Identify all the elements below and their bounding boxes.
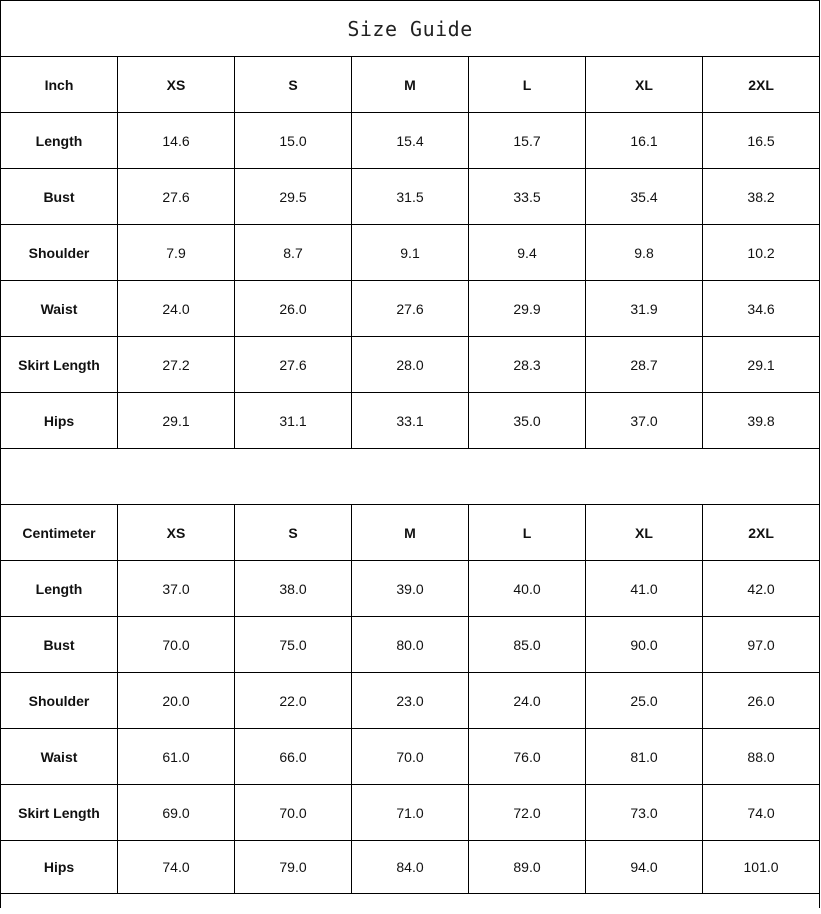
size-header: XS bbox=[118, 505, 235, 561]
table-cell: 90.0 bbox=[586, 617, 703, 673]
table-cell: 39.8 bbox=[703, 393, 820, 449]
table-cell: 71.0 bbox=[352, 785, 469, 841]
table-cell: 31.1 bbox=[235, 393, 352, 449]
size-header: XL bbox=[586, 57, 703, 113]
table-cell: 29.9 bbox=[469, 281, 586, 337]
table-cell: 89.0 bbox=[469, 841, 586, 894]
table-cell: 8.7 bbox=[235, 225, 352, 281]
table-cell: 29.1 bbox=[703, 337, 820, 393]
table-cell: 31.5 bbox=[352, 169, 469, 225]
size-header: S bbox=[235, 505, 352, 561]
table-cell: 84.0 bbox=[352, 841, 469, 894]
table-cell: 35.0 bbox=[469, 393, 586, 449]
table-cell: 37.0 bbox=[118, 561, 235, 617]
title-row bbox=[1, 1, 820, 57]
table-cell: 9.1 bbox=[352, 225, 469, 281]
table-cell: 20.0 bbox=[118, 673, 235, 729]
unit-label-centimeter: Centimeter bbox=[1, 505, 118, 561]
table-cell: 75.0 bbox=[235, 617, 352, 673]
table-cell: 72.0 bbox=[469, 785, 586, 841]
table-cell: 26.0 bbox=[235, 281, 352, 337]
table-cell: 88.0 bbox=[703, 729, 820, 785]
table-cell: 101.0 bbox=[703, 841, 820, 894]
table-cell: 85.0 bbox=[469, 617, 586, 673]
size-header: 2XL bbox=[703, 57, 820, 113]
table-row bbox=[1, 617, 820, 673]
inch-header-row bbox=[1, 57, 820, 113]
row-label: Hips bbox=[1, 393, 118, 449]
table-cell: 7.9 bbox=[118, 225, 235, 281]
table-cell: 73.0 bbox=[586, 785, 703, 841]
spacer-cell bbox=[1, 449, 820, 505]
row-label: Bust bbox=[1, 169, 118, 225]
table-cell: 69.0 bbox=[118, 785, 235, 841]
size-header: L bbox=[469, 57, 586, 113]
table-cell: 74.0 bbox=[118, 841, 235, 894]
table-cell: 15.0 bbox=[235, 113, 352, 169]
row-label: Skirt Length bbox=[1, 785, 118, 841]
size-header: L bbox=[469, 505, 586, 561]
table-row bbox=[1, 673, 820, 729]
table-row bbox=[1, 561, 820, 617]
size-header: XS bbox=[118, 57, 235, 113]
size-header: M bbox=[352, 57, 469, 113]
table-cell: 28.3 bbox=[469, 337, 586, 393]
table-cell: 40.0 bbox=[469, 561, 586, 617]
table-cell: 66.0 bbox=[235, 729, 352, 785]
table-cell: 9.8 bbox=[586, 225, 703, 281]
table-cell: 94.0 bbox=[586, 841, 703, 894]
table-cell: 27.6 bbox=[235, 337, 352, 393]
size-header: S bbox=[235, 57, 352, 113]
table-row bbox=[1, 169, 820, 225]
table-row bbox=[1, 729, 820, 785]
row-label: Length bbox=[1, 113, 118, 169]
table-cell: 15.7 bbox=[469, 113, 586, 169]
trailing-row bbox=[1, 894, 820, 909]
row-label: Hips bbox=[1, 841, 118, 894]
table-cell: 70.0 bbox=[235, 785, 352, 841]
table-cell: 70.0 bbox=[118, 617, 235, 673]
size-header: XL bbox=[586, 505, 703, 561]
table-cell: 16.1 bbox=[586, 113, 703, 169]
table-cell: 14.6 bbox=[118, 113, 235, 169]
table-cell: 37.0 bbox=[586, 393, 703, 449]
table-row bbox=[1, 281, 820, 337]
table-cell: 31.9 bbox=[586, 281, 703, 337]
row-label: Skirt Length bbox=[1, 337, 118, 393]
table-cell: 29.1 bbox=[118, 393, 235, 449]
table-cell: 80.0 bbox=[352, 617, 469, 673]
table-cell: 22.0 bbox=[235, 673, 352, 729]
table-row bbox=[1, 113, 820, 169]
trailing-cell bbox=[1, 894, 820, 909]
table-cell: 70.0 bbox=[352, 729, 469, 785]
table-cell: 25.0 bbox=[586, 673, 703, 729]
table-cell: 23.0 bbox=[352, 673, 469, 729]
page-title: Size Guide bbox=[1, 1, 820, 57]
table-cell: 24.0 bbox=[469, 673, 586, 729]
table-cell: 61.0 bbox=[118, 729, 235, 785]
size-header: 2XL bbox=[703, 505, 820, 561]
table-cell: 35.4 bbox=[586, 169, 703, 225]
table-cell: 10.2 bbox=[703, 225, 820, 281]
table-row bbox=[1, 337, 820, 393]
table-cell: 76.0 bbox=[469, 729, 586, 785]
row-label: Bust bbox=[1, 617, 118, 673]
table-cell: 39.0 bbox=[352, 561, 469, 617]
table-row bbox=[1, 785, 820, 841]
spacer-row bbox=[1, 449, 820, 505]
table-cell: 28.7 bbox=[586, 337, 703, 393]
table-cell: 15.4 bbox=[352, 113, 469, 169]
table-cell: 29.5 bbox=[235, 169, 352, 225]
row-label: Shoulder bbox=[1, 673, 118, 729]
table-cell: 42.0 bbox=[703, 561, 820, 617]
size-header: M bbox=[352, 505, 469, 561]
table-cell: 28.0 bbox=[352, 337, 469, 393]
table-cell: 79.0 bbox=[235, 841, 352, 894]
table-cell: 34.6 bbox=[703, 281, 820, 337]
table-cell: 24.0 bbox=[118, 281, 235, 337]
cm-header-row bbox=[1, 505, 820, 561]
row-label: Waist bbox=[1, 729, 118, 785]
table-cell: 38.0 bbox=[235, 561, 352, 617]
table-cell: 27.6 bbox=[118, 169, 235, 225]
table-cell: 97.0 bbox=[703, 617, 820, 673]
table-cell: 41.0 bbox=[586, 561, 703, 617]
table-cell: 33.1 bbox=[352, 393, 469, 449]
table-row bbox=[1, 225, 820, 281]
table-cell: 27.2 bbox=[118, 337, 235, 393]
table-cell: 33.5 bbox=[469, 169, 586, 225]
row-label: Length bbox=[1, 561, 118, 617]
table-row bbox=[1, 841, 820, 894]
unit-label-inch: Inch bbox=[1, 57, 118, 113]
table-cell: 16.5 bbox=[703, 113, 820, 169]
table-row bbox=[1, 393, 820, 449]
table-cell: 74.0 bbox=[703, 785, 820, 841]
table-cell: 27.6 bbox=[352, 281, 469, 337]
table-cell: 26.0 bbox=[703, 673, 820, 729]
table-cell: 38.2 bbox=[703, 169, 820, 225]
table-cell: 9.4 bbox=[469, 225, 586, 281]
row-label: Waist bbox=[1, 281, 118, 337]
table-cell: 81.0 bbox=[586, 729, 703, 785]
row-label: Shoulder bbox=[1, 225, 118, 281]
